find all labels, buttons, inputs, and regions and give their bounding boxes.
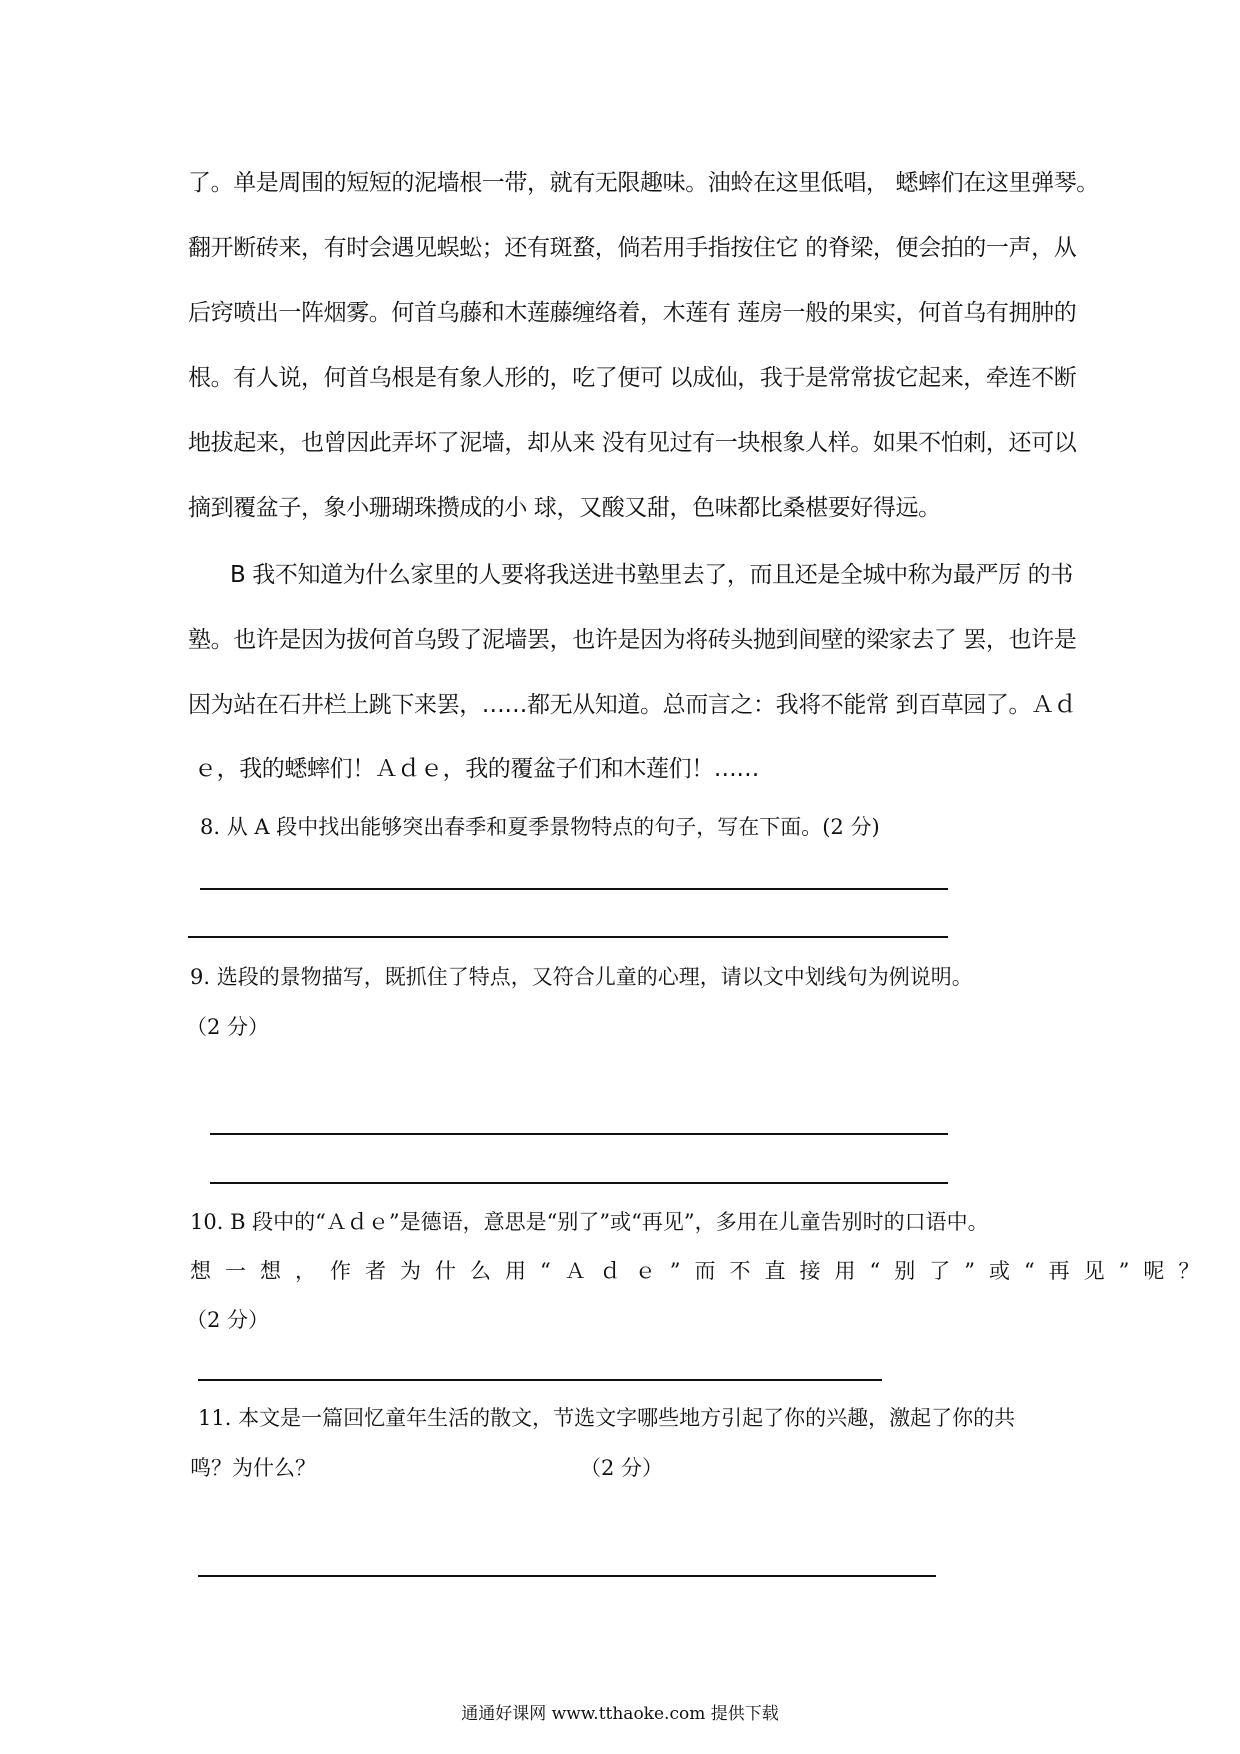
question-10-line2: 想一想，作者为什么用“Ａｄｅ”而不直接用“别了”或“再见”呢？ [190,1259,1214,1283]
question-11-score: （2 分） [580,1456,664,1480]
passage-b-line: B 我不知道为什么家里的人要将我送进书塾里去了，而且还是全城中称为最严厉 的书 [230,562,1073,588]
passage-line: 了。单是周围的短短的泥墙根一带，就有无限趣味。油蛉在这里低唱， 蟋蟀们在这里弹琴。 [188,170,1099,196]
passage-line: 地拔起来，也曾因此弄坏了泥墙，却从来 没有见过有一块根象人样。如果不怕刺，还可以 [188,430,1077,456]
question-10: 10. B 段中的“Ａｄｅ”是德语，意思是“别了”或“再见”，多用在儿童告别时的口语中。 [190,1210,989,1234]
passage-line: 根。有人说，何首乌根是有象人形的，吃了便可 以成仙，我于是常常拔它起来，牵连不断 [188,365,1077,391]
passage-line: 后窍喷出一阵烟雾。何首乌藤和木莲藤缠络着，木莲有 莲房一般的果实，何首乌有拥肿的 [188,300,1077,326]
answer-line[interactable] [210,1182,948,1184]
answer-line[interactable] [188,936,948,938]
question-9-score: （2 分） [186,1015,270,1039]
answer-line[interactable] [200,888,948,890]
question-10-score: （2 分） [186,1308,270,1332]
answer-line[interactable] [198,1379,882,1381]
passage-line: 翻开断砖来，有时会遇见蜈蚣；还有斑蝥，倘若用手指按住它 的脊梁，便会拍的一声，从 [188,235,1077,261]
question-9: 9. 选段的景物描写，既抓住了特点，又符合儿童的心理，请以文中划线句为例说明。 [190,965,973,989]
passage-b-line: 因为站在石井栏上跳下来罢，……都无从知道。总而言之：我将不能常 到百草园了。Ａｄ [188,692,1077,718]
question-11: 11. 本文是一篇回忆童年生活的散文，节选文字哪些地方引起了你的兴趣，激起了你的共 [198,1406,1016,1430]
page-footer: 通通好课网 www.tthaoke.com 提供下载 [461,1704,779,1724]
question-11-line2: 鸣？为什么？ [190,1456,316,1480]
passage-b-line: ｅ，我的蟋蟀们！Ａｄｅ，我的覆盆子们和木莲们！…… [194,756,760,782]
question-8: 8. 从 A 段中找出能够突出春季和夏季景物特点的句子，写在下面。(2 分) [200,815,880,839]
passage-b-line: 塾。也许是因为拔何首乌毁了泥墙罢，也许是因为将砖头抛到间壁的梁家去了 罢，也许是 [188,627,1077,653]
answer-line[interactable] [198,1575,936,1577]
answer-line[interactable] [210,1133,948,1135]
passage-line: 摘到覆盆子，象小珊瑚珠攒成的小 球，又酸又甜，色味都比桑椹要好得远。 [188,495,941,521]
